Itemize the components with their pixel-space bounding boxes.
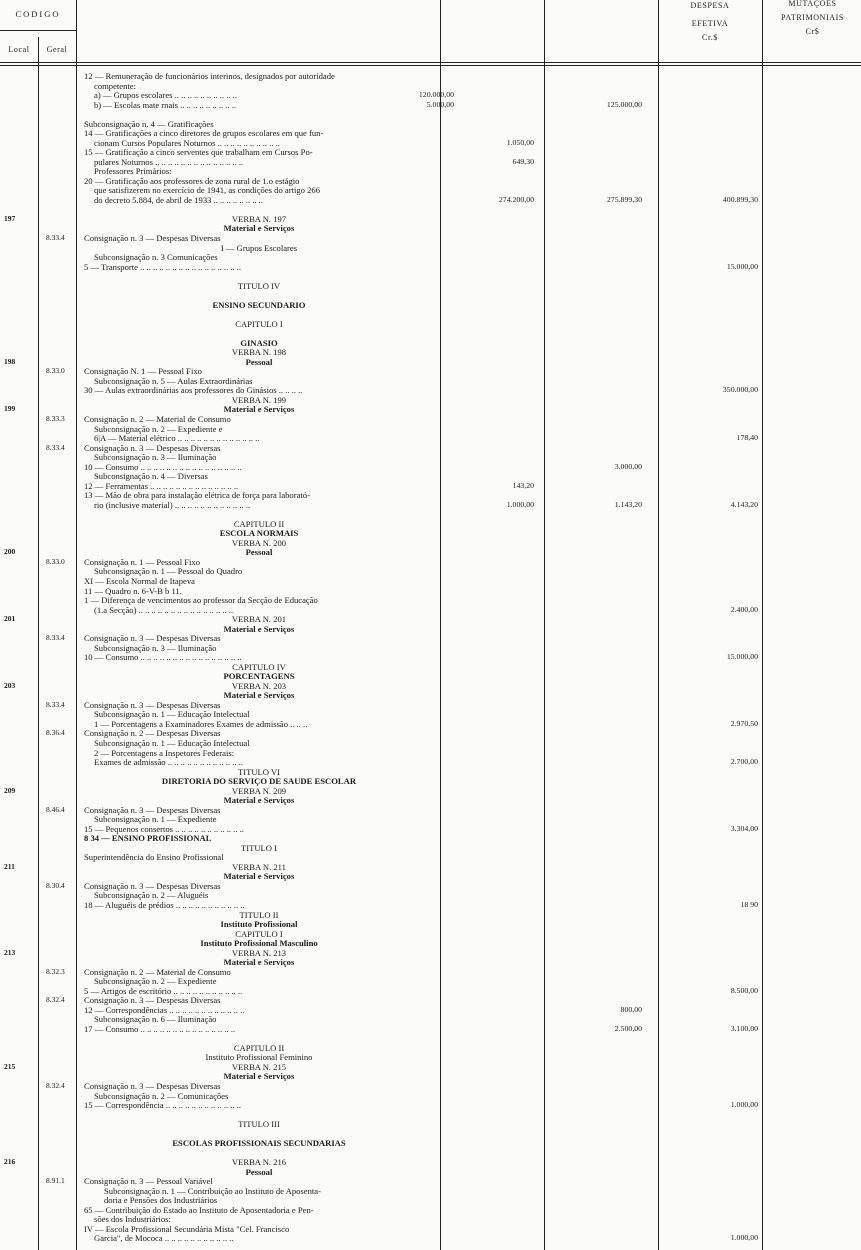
header-geral: Geral — [46, 45, 68, 54]
entry-text: TITULO VI — [237, 767, 281, 777]
entry-text: XI — Escola Normal de Itapeva — [84, 577, 195, 586]
entry-text: ESCOLAS PROFISSIONAIS SECUNDARIAS — [172, 1139, 346, 1149]
rule-header-bottom — [0, 62, 861, 63]
entry-text: I — Grupos Escolares — [220, 243, 298, 253]
ledger-row — [0, 358, 861, 368]
codigo-local: 198 — [4, 356, 16, 366]
ledger-row — [0, 415, 861, 425]
ledger-row — [0, 739, 861, 749]
header-despesa-line2: EFETIVA — [691, 18, 729, 28]
entry-text: Consignação n. 3 — Despesas Diversas — [84, 996, 221, 1006]
amount-col2: 800,00 — [620, 1004, 642, 1014]
entry-text: Professores Primários: — [94, 167, 172, 177]
entry-text: TITULO II — [239, 910, 279, 920]
entry-text: Subconsignação n. 1 — Educação Intelectual — [94, 738, 250, 748]
entry-text: ESCOLA NORMAIS — [219, 529, 299, 539]
ledger-row — [0, 1149, 861, 1159]
ledger-row — [0, 968, 861, 978]
ledger-row — [0, 520, 861, 530]
ledger-row — [0, 1206, 861, 1216]
ledger-row — [0, 768, 861, 778]
ledger-row — [0, 1215, 861, 1225]
entry-text: Consignação n. 2 — Despesas Diversas — [84, 729, 221, 739]
entry-text: Material e Serviços — [223, 224, 295, 234]
entry-text: 10 — Consumo .. .. .. .. .. .. .. .. .. .. .. .. .. .. .. .. — [84, 462, 242, 472]
entry-text: que satisfizerem no exercício de 1941, as condições do artigo 266 — [94, 186, 320, 196]
entry-text: Subconsignação n. 4 — Gratificações — [84, 119, 214, 129]
entry-text: Material e Serviços — [223, 872, 295, 882]
amount-col2: 125.000,00 — [606, 99, 642, 109]
entry-text: DIRETORIA DO SERVIÇO DE SAUDE ESCOLAR — [161, 777, 357, 787]
entry-text: 15 — Gratificação a cinco serventes que trabalham em Cursos Po- — [84, 148, 313, 158]
entry-text: doria e Pensões dos Industriários — [104, 1196, 218, 1206]
entry-text: CAPITULO I — [235, 319, 283, 329]
entry-text: do decreto 5.884, de abril de 1933 .. .. .. .. .. .. .. .. — [94, 195, 263, 205]
codigo-geral: 8.33.3 — [46, 414, 65, 424]
entry-text: VERBA N. 211 — [232, 862, 286, 872]
codigo-geral: 8.33.4 — [46, 699, 65, 709]
ledger-row — [0, 348, 861, 358]
ledger-row — [0, 320, 861, 330]
ledger-row — [0, 472, 861, 482]
ledger-row — [0, 1101, 861, 1111]
amount-despesa-efetiva: 18 90 — [740, 899, 758, 909]
codigo-local: 213 — [4, 947, 16, 957]
ledger-row — [0, 672, 861, 682]
amount-col1: 649,30 — [512, 156, 534, 166]
codigo-geral: 8.33.0 — [46, 556, 65, 566]
amount-despesa-efetiva: 2.400,00 — [730, 604, 758, 614]
ledger-row — [0, 1234, 861, 1244]
entry-text: TITULO I — [240, 843, 278, 853]
ledger-row — [0, 872, 861, 882]
amount-despesa-efetiva: 400.899,30 — [722, 194, 758, 204]
entry-text: Subconsignação n. 6 — Iluminação — [94, 1015, 217, 1025]
amount-col1: 120.000,00 — [418, 90, 454, 100]
entry-text: 20 — Gratificação aos professores de zona rural de 1.o estágio — [84, 176, 300, 186]
ledger-row — [0, 272, 861, 282]
entry-text: pulares Noturnos .. .. .. .. .. .. .. .. .. .. .. .. .. .. — [94, 157, 244, 167]
entry-text: Consignação n. 3 — Despesas Diversas — [84, 805, 221, 815]
ledger-row — [0, 110, 861, 120]
ledger-row — [0, 891, 861, 901]
codigo-local: 203 — [4, 680, 16, 690]
entry-text: 12 — Correspondências .. .. .. .. .. .. .. .. .. .. .. .. — [84, 1005, 245, 1015]
ledger-row — [0, 1006, 861, 1016]
entry-text: Subconsignação n. 2 — Expediente — [94, 977, 217, 987]
ledger-row — [0, 720, 861, 730]
ledger-row — [0, 920, 861, 930]
codigo-geral: 8.33.0 — [46, 366, 65, 376]
ledger-row — [0, 777, 861, 787]
entry-text: Pessoal — [245, 357, 273, 367]
entry-text: 18 — Aluguéis de prédios .. .. .. .. .. .. .. .. .. .. .. — [84, 900, 245, 910]
entry-text: ENSINO SECUNDARIO — [212, 300, 306, 310]
codigo-local: 211 — [4, 861, 15, 871]
entry-text: VERBA N. 197 — [231, 214, 287, 224]
entry-text: Subconsignação n. 2 — Aluguéis — [94, 891, 209, 901]
amount-despesa-efetiva: 3.100,00 — [730, 1023, 758, 1033]
entry-text: VERBA N. 198 — [231, 348, 287, 358]
entry-text: Subconsignação n. 4 — Diversas — [94, 472, 208, 482]
entry-text: CAPITULO IV — [232, 662, 286, 672]
entry-text: VERBA N. 215 — [231, 1062, 287, 1072]
ledger-row — [0, 148, 861, 158]
header-mutacoes-unit: Cr$ — [805, 26, 820, 36]
ledger-row — [0, 1139, 861, 1149]
entry-text: Consignação n. 2 — Material de Consumo — [84, 415, 231, 425]
ledger-row — [0, 1053, 861, 1063]
entry-text: 30 — Aulas extraordinárias aos professores do Ginásios .. .. .. .. — [84, 386, 303, 396]
rule-header-top — [0, 30, 76, 31]
ledger-row — [0, 634, 861, 644]
entry-text: b) — Escolas mate rnais .. .. .. .. .. .. .. .. .. — [94, 100, 237, 110]
codigo-local: 200 — [4, 547, 16, 557]
entry-text: Material e Serviços — [223, 796, 295, 806]
entry-text: TITULO IV — [237, 281, 281, 291]
ledger-row — [0, 396, 861, 406]
entry-text: 2 — Porcentagens a Inspetores Federais: — [94, 748, 235, 758]
entry-text: VERBA N. 216 — [231, 1158, 287, 1168]
entry-text: IV — Escola Profissional Secundária Mista "Cel. Francisco — [84, 1224, 290, 1234]
entry-text: 13 — Mão de obra para instalação elétrica de força para laborató- — [84, 491, 310, 501]
ledger-row — [0, 577, 861, 587]
entry-text: Material e Serviços — [223, 691, 295, 701]
amount-despesa-efetiva: 2.700,00 — [730, 757, 758, 767]
codigo-local: 215 — [4, 1061, 16, 1071]
ledger-row — [0, 825, 861, 835]
ledger-row — [0, 1111, 861, 1121]
codigo-local: 216 — [4, 1157, 16, 1167]
entry-text: Subconsignação n. 2 — Comunicações — [94, 1091, 229, 1101]
ledger-row — [0, 548, 861, 558]
ledger-row — [0, 129, 861, 139]
entry-text: VERBA N. 199 — [231, 395, 287, 405]
entry-text: GINASIO — [240, 338, 278, 348]
entry-text: Garcia", de Mococa .. .. .. .. .. .. .. .. .. .. .. — [94, 1234, 234, 1244]
entry-text: 11 — Quadro n. 6-V-B b 11. — [84, 586, 182, 596]
ledger-row — [0, 1168, 861, 1178]
ledger-row — [0, 615, 861, 625]
entry-text: 5 — Artigos de escritório .. .. .. .. .. .. .. .. .. .. .. — [84, 986, 243, 996]
ledger-row — [0, 958, 861, 968]
entry-text: TITULO III — [238, 1120, 280, 1130]
ledger-row — [0, 539, 861, 549]
entry-text: Subconsignação n. 1 — Pessoal do Quadro — [94, 567, 243, 577]
entry-text: Subconsignação n. 3 Comunicações — [94, 253, 218, 263]
ledger-row — [0, 653, 861, 663]
ledger-row — [0, 224, 861, 234]
entry-text: Consignação n. 3 — Despesas Diversas — [84, 634, 221, 644]
ledger-row — [0, 691, 861, 701]
ledger-row — [0, 996, 861, 1006]
ledger-row — [0, 1158, 861, 1168]
entry-text: Subconsignação n. 2 — Expediente e — [94, 424, 223, 434]
ledger-row — [0, 434, 861, 444]
ledger-row — [0, 911, 861, 921]
amount-col2: 2.500,00 — [614, 1023, 642, 1033]
ledger-row — [0, 987, 861, 997]
entry-text: cionam Cursos Populares Noturnos .. .. .. .. .. .. .. .. .. .. — [94, 138, 280, 148]
ledger-row — [0, 158, 861, 168]
ledger-row — [0, 529, 861, 539]
header-mutacoes-line2: PATRIMONIAIS — [781, 12, 844, 22]
entry-text: sões dos Industriários: — [94, 1215, 171, 1225]
ledger-row — [0, 796, 861, 806]
ledger-row — [0, 282, 861, 292]
entry-text: Material e Serviços — [223, 1072, 295, 1082]
entry-text: Consignação N. 1 — Pessoal Fixo — [84, 367, 202, 377]
ledger-row — [0, 463, 861, 473]
codigo-geral: 8.32.3 — [46, 966, 65, 976]
entry-text: VERBA N. 213 — [231, 948, 287, 958]
entry-text: Consignação n. 1 — Pessoal Fixo — [84, 557, 201, 567]
ledger-row — [0, 606, 861, 616]
entry-text: VERBA N. 201 — [231, 615, 287, 625]
header-mutacoes-line1: MUTAÇÕES — [788, 0, 837, 8]
codigo-geral: 8.36.4 — [46, 728, 65, 738]
entry-text: Consignação n. 2 — Material de Consumo — [84, 967, 231, 977]
ledger-row — [0, 263, 861, 273]
ledger-row — [0, 196, 861, 206]
ledger-row — [0, 386, 861, 396]
entry-text: 15 — Correspondência .. .. .. .. .. .. .. .. .. .. .. .. — [84, 1101, 242, 1111]
ledger-row — [0, 1130, 861, 1140]
ledger-row — [0, 482, 861, 492]
entry-text: rio (inclusive material) .. .. .. .. .. .. .. .. .. .. .. .. — [94, 500, 251, 510]
amount-despesa-efetiva: 1.000,00 — [730, 1233, 758, 1243]
amount-col1: 143,20 — [512, 480, 534, 490]
ledger-row — [0, 682, 861, 692]
ledger-row — [0, 1120, 861, 1130]
header-despesa — [660, 2, 760, 43]
ledger-row — [0, 215, 861, 225]
entry-text: 6|A — Material elétrico .. .. .. .. .. .. .. .. .. .. .. .. .. — [94, 434, 260, 444]
entry-text: Subconsignação n. 1 — Educação Intelectual — [94, 710, 250, 720]
ledger-row — [0, 844, 861, 854]
ledger-row — [0, 1072, 861, 1082]
ledger-row — [0, 310, 861, 320]
entry-text: Material e Serviços — [223, 405, 295, 415]
amount-col1: 274.200,00 — [498, 194, 534, 204]
ledger-row — [0, 301, 861, 311]
entry-text: VERBA N. 200 — [231, 538, 287, 548]
ledger-row — [0, 939, 861, 949]
ledger-row — [0, 701, 861, 711]
amount-despesa-efetiva: 3.304,00 — [730, 823, 758, 833]
ledger-row — [0, 234, 861, 244]
entry-text: PORCENTAGENS — [223, 672, 295, 682]
codigo-geral: 8.91.1 — [46, 1176, 65, 1186]
ledger-row — [0, 120, 861, 130]
entry-text: Exames de admissão .. .. .. .. .. .. .. .. .. .. .. .. — [94, 758, 243, 768]
ledger-row — [0, 291, 861, 301]
entry-text: Subconsignação n. 1 — Contribuição ao Instituto de Aposenta- — [104, 1186, 321, 1196]
entry-text: Subconsignação n. 3 — Iluminação — [94, 453, 217, 463]
ledger-row — [0, 510, 861, 520]
entry-text: CAPITULO II — [233, 519, 285, 529]
codigo-local: 197 — [4, 213, 16, 223]
ledger-row — [0, 444, 861, 454]
entry-text: 14 — Gratificações a cinco diretores de grupos escolares em que fun- — [84, 129, 324, 139]
ledger-row — [0, 367, 861, 377]
ledger-row — [0, 1063, 861, 1073]
header-local: Local — [8, 45, 30, 54]
entry-text: Consignação n. 3 — Despesas Diversas — [84, 1082, 221, 1092]
entry-text: Subconsignação n. 3 — Iluminação — [94, 643, 217, 653]
ledger-row — [0, 1196, 861, 1206]
entry-text: 5 — Transporte .. .. .. .. .. .. .. .. .. .. .. .. .. .. .. .. — [84, 262, 242, 272]
header-codigo: CODIGO — [15, 9, 61, 19]
amount-despesa-efetiva: 15.000,00 — [726, 652, 758, 662]
entry-text: Consignação n. 3 — Despesas Diversas — [84, 700, 221, 710]
entry-text: 10 — Consumo .. .. .. .. .. .. .. .. .. .. .. .. .. .. .. .. — [84, 653, 242, 663]
codigo-geral: 8.33.4 — [46, 442, 65, 452]
amount-despesa-efetiva: 15.000,00 — [726, 261, 758, 271]
ledger-row — [0, 625, 861, 635]
entry-text: Consignação n. 3 — Despesas Diversas — [84, 443, 221, 453]
ledger-row — [0, 758, 861, 768]
ledger-row — [0, 1187, 861, 1197]
entry-text: VERBA N. 209 — [231, 786, 287, 796]
entry-text: 1 — Diferença de vencimentos ao professor da Secção de Educação — [84, 596, 318, 606]
ledger-row — [0, 329, 861, 339]
ledger-row — [0, 587, 861, 597]
entry-text: Superintendência do Ensino Profissional — [84, 853, 224, 863]
entry-text: Instituto Profissional Masculino — [200, 939, 318, 949]
rule-header-bottom-2 — [0, 65, 861, 66]
header-despesa-line1: DESPESA — [690, 1, 730, 10]
ledger-row — [0, 882, 861, 892]
entry-text: 65 — Contribuição do Estado ao Instituto de Aposentadoria e Pen- — [84, 1205, 314, 1215]
ledger-row — [0, 405, 861, 415]
ledger-row — [0, 339, 861, 349]
amount-despesa-efetiva: 8.500,00 — [730, 985, 758, 995]
ledger-row — [0, 501, 861, 511]
entry-text: Consignação n. 3 — Despesas Diversas — [84, 881, 221, 891]
entry-text: Subconsignação n. 5 — Aulas Extraordinárias — [94, 376, 253, 386]
ledger-row — [0, 834, 861, 844]
entry-text: VERBA N. 203 — [231, 681, 287, 691]
entry-text: 17 — Consumo .. .. .. .. .. .. .. .. .. .. .. .. .. .. .. — [84, 1024, 236, 1034]
ledger-row — [0, 853, 861, 863]
codigo-local: 199 — [4, 404, 16, 414]
amount-despesa-efetiva: 1.000,00 — [730, 1100, 758, 1110]
entry-text: 15 — Pequenos consertos .. .. .. .. .. .. .. .. .. .. .. — [84, 824, 244, 834]
ledger-row — [0, 1034, 861, 1044]
codigo-geral: 8.46.4 — [46, 804, 65, 814]
entry-text: CAPITULO II — [233, 1043, 285, 1053]
entry-text: 12 — Remuneração de funcionários interinos, designados por autoridade — [84, 72, 335, 81]
entry-text: 1 — Porcentagens a Examinadores Exames de admissão .. .. .. — [94, 719, 308, 729]
entry-text: Instituto Profissional Feminino — [205, 1053, 313, 1063]
header-mutacoes — [764, 0, 861, 37]
ledger-row — [0, 930, 861, 940]
entry-text: Consignação n. 3 — Pessoal Variável — [84, 1177, 213, 1187]
ledger-row — [0, 949, 861, 959]
amount-despesa-efetiva: 4.143,20 — [730, 499, 758, 509]
entry-text: a) — Grupos escolares .. .. .. .. .. .. .. .. .. .. — [94, 91, 237, 101]
codigo-local: 201 — [4, 614, 16, 624]
ledger-row — [0, 205, 861, 215]
amount-despesa-efetiva: 178,40 — [736, 433, 758, 443]
ledger-row — [0, 453, 861, 463]
amount-col1: 1.050,00 — [506, 137, 534, 147]
amount-col1: 5.000,00 — [426, 99, 454, 109]
ledger-row — [0, 806, 861, 816]
ledger-row — [0, 1025, 861, 1035]
ledger-row — [0, 139, 861, 149]
ledger-row — [0, 167, 861, 177]
entry-text: Material e Serviços — [223, 958, 295, 968]
codigo-geral: 8.33.4 — [46, 633, 65, 643]
header-despesa-unit: Cr.$ — [702, 32, 718, 42]
codigo-geral: 8.30.4 — [46, 880, 65, 890]
ledger-row — [0, 863, 861, 873]
entry-text: Consignação n. 3 — Despesas Diversas — [84, 233, 221, 243]
entry-text: (1.a Secção) .. .. .. .. .. .. .. .. .. .. .. .. .. .. .. — [94, 605, 234, 615]
entry-text: Material e Serviços — [223, 624, 295, 634]
codigo-geral: 8.32.4 — [46, 995, 65, 1005]
amount-col2: 275.899,30 — [606, 194, 642, 204]
ledger-row — [0, 101, 861, 111]
codigo-geral: 8.33.4 — [46, 232, 65, 242]
amount-col2: 1.143,20 — [614, 499, 642, 509]
ledger-row — [0, 177, 861, 187]
ledger-row — [0, 1177, 861, 1187]
ledger-row — [0, 244, 861, 254]
ledger-row — [0, 1082, 861, 1092]
entry-text: 12 — Ferramentas .. .. .. .. .. .. .. .. .. .. .. .. .. .. — [84, 481, 239, 491]
amount-despesa-efetiva: 350.000,00 — [722, 385, 758, 395]
amount-despesa-efetiva: 2.970,50 — [730, 718, 758, 728]
entry-text: Instituto Profissional — [220, 920, 298, 930]
ledger-row — [0, 558, 861, 568]
codigo-geral: 8.32.4 — [46, 1081, 65, 1091]
amount-col2: 3.000,00 — [614, 461, 642, 471]
codigo-local: 209 — [4, 785, 16, 795]
ledger-row — [0, 567, 861, 577]
entry-text: Pessoal — [245, 1167, 273, 1177]
ledger-row — [0, 425, 861, 435]
amount-col1: 1.000,00 — [506, 499, 534, 509]
entry-text: 8 34 — ENSINO PROFISSIONAL — [84, 834, 212, 844]
entry-text: CAPITULO I — [235, 929, 283, 939]
entry-text: Subconsignação n. 1 — Expediente — [94, 815, 217, 825]
ledger-row — [0, 72, 861, 82]
entry-text: Pessoal — [245, 548, 273, 558]
ledger-row — [0, 1044, 861, 1054]
entry-text: competente: — [94, 81, 136, 91]
ledger-row — [0, 901, 861, 911]
ledger-row — [0, 787, 861, 797]
ledger-row — [0, 663, 861, 673]
ledger-row — [0, 729, 861, 739]
